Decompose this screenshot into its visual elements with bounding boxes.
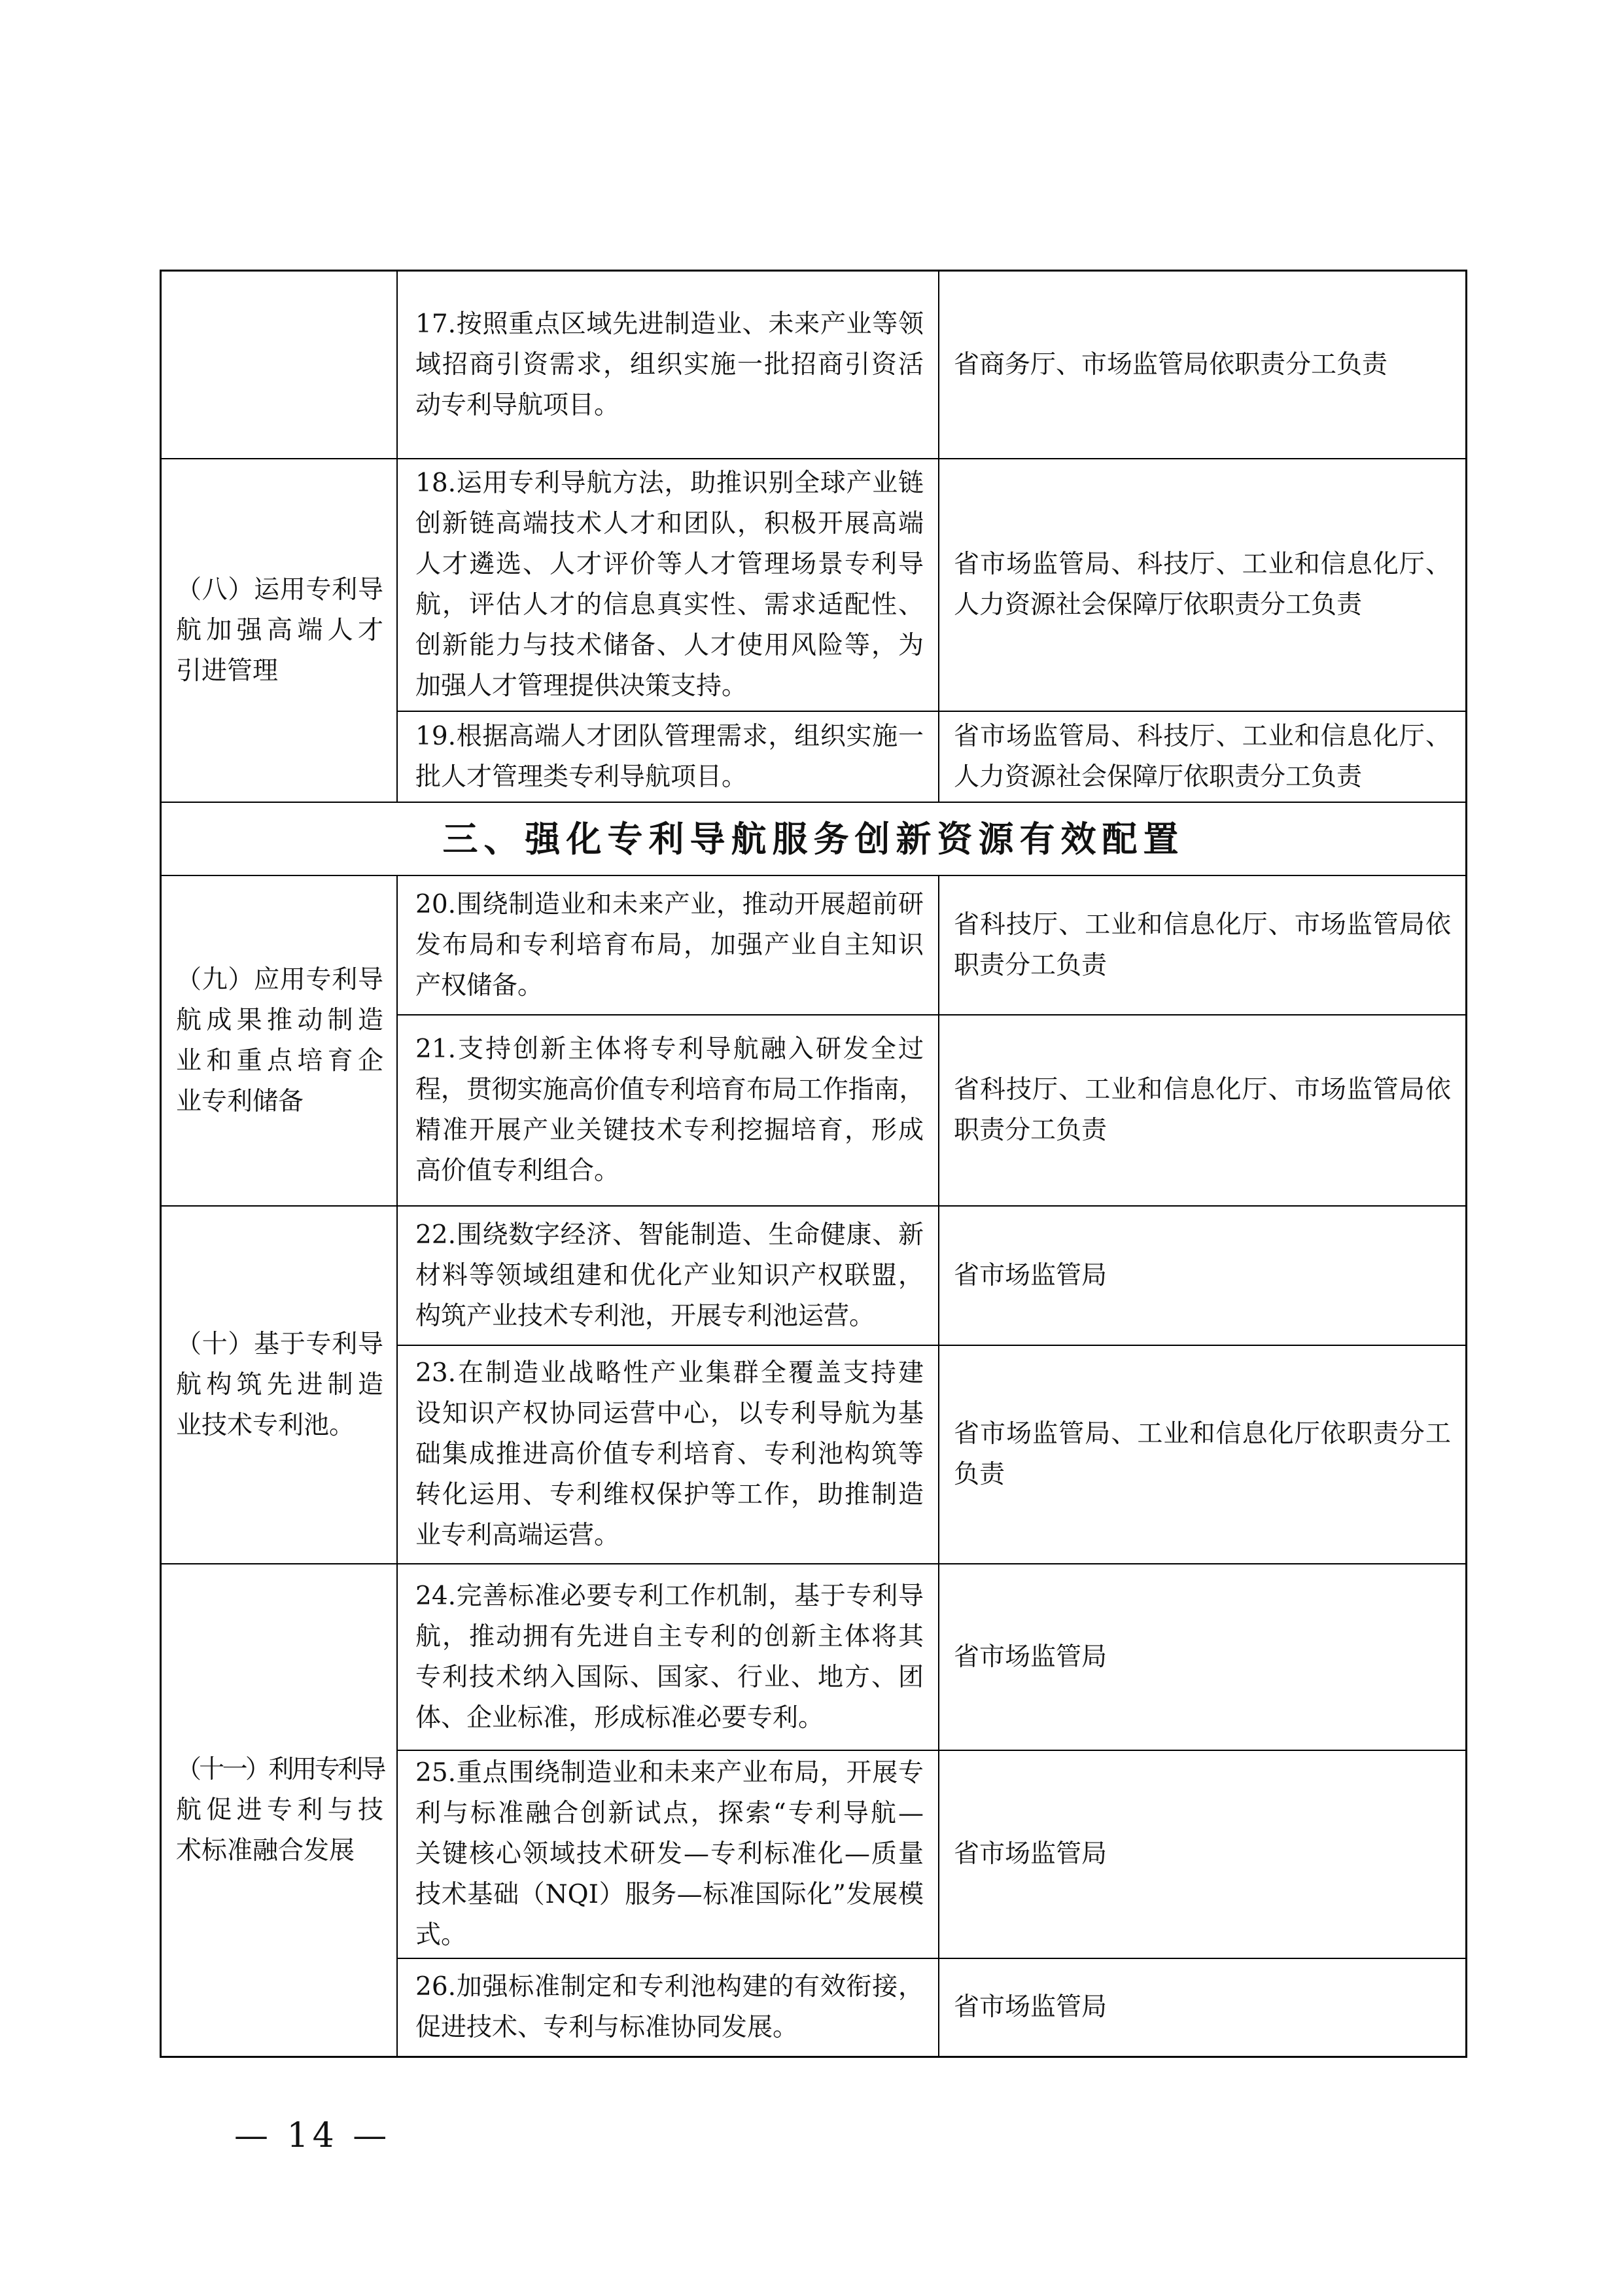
category-cell (162, 876, 398, 1207)
task-text-line: 人才遴选、人才评价等人才管理场景专利导 (415, 550, 924, 579)
responsible-text-line: 省科技厅、工业和信息化厅、市场监管局依 (954, 1075, 1451, 1104)
responsible-cell (939, 1016, 1467, 1207)
responsible-text-line: 省市场监管局、科技厅、工业和信息化厅、 (954, 550, 1451, 579)
task-text-line: 批人才管理类专利导航项目。 (415, 762, 748, 792)
task-text-line: 业专利高端运营。 (415, 1521, 620, 1550)
category-text-line: 航促进专利与技 (176, 1795, 383, 1825)
task-text-line: 利与标准融合创新试点，探索“专利导航— (415, 1799, 924, 1828)
responsible-cell (939, 876, 1467, 1016)
task-text-line: 创新能力与技术储备、人才使用风险等，为 (415, 631, 924, 660)
responsible-text-line: 省市场监管局 (954, 1839, 1108, 1869)
page-number: — 14 — (234, 2116, 391, 2155)
section-heading: 三、强化专利导航服务创新资源有效配置 (442, 818, 1185, 860)
task-text-line: 转化运用、专利维权保护等工作，助推制造 (415, 1480, 924, 1510)
task-cell (398, 712, 939, 803)
task-text-line: 18.运用专利导航方法，助推识别全球产业链 (415, 468, 924, 498)
task-text-line: 专利技术纳入国际、国家、行业、地方、团 (415, 1662, 924, 1692)
responsible-text-line: 省市场监管局、工业和信息化厅依职责分工 (954, 1419, 1451, 1449)
task-text-line: 17.按照重点区域先进制造业、未来产业等领 (415, 309, 924, 339)
task-cell (398, 1751, 939, 1959)
task-cell (398, 459, 939, 712)
task-text-line: 高价值专利组合。 (415, 1156, 620, 1186)
responsible-text-line: 省商务厅、市场监管局依职责分工负责 (954, 349, 1388, 380)
task-cell (398, 1207, 939, 1346)
task-table (160, 270, 1467, 2058)
category-text-line: 引进管理 (176, 656, 279, 686)
section-heading-row (162, 803, 1467, 876)
task-text-line: 体、企业标准，形成标准必要专利。 (415, 1703, 824, 1733)
category-text-line: 业专利储备 (176, 1086, 304, 1116)
task-text-line: 式。 (415, 1920, 467, 1950)
responsible-text-line: 省市场监管局 (954, 1992, 1108, 2022)
task-text-line: 促进技术、专利与标准协同发展。 (415, 2013, 799, 2042)
task-text-line: 动专利导航项目。 (415, 390, 620, 420)
task-text-line: 构筑产业技术专利池，开展专利池运营。 (415, 1301, 875, 1331)
responsible-cell (939, 1959, 1467, 2058)
task-text-line: 26.加强标准制定和专利池构建的有效衔接， (415, 1972, 924, 2002)
category-cell (162, 1564, 398, 2058)
task-text-line: 精准开展产业关键技术专利挖掘培育，形成 (415, 1116, 924, 1145)
responsible-cell (939, 1346, 1467, 1564)
responsible-text-line: 职责分工负责 (954, 950, 1108, 980)
task-cell (398, 1564, 939, 1751)
task-text-line: 发布局和专利培育布局，加强产业自主知识 (415, 930, 924, 960)
task-text-line: 22.围绕数字经济、智能制造、生命健康、新 (415, 1220, 924, 1250)
responsible-cell (939, 272, 1467, 459)
task-cell (398, 1346, 939, 1564)
responsible-text-line: 省市场监管局、科技厅、工业和信息化厅、 (954, 721, 1451, 751)
task-text-line: 23.在制造业战略性产业集群全覆盖支持建 (415, 1358, 924, 1388)
responsible-text-line: 职责分工负责 (954, 1116, 1108, 1145)
responsible-text-line: 省市场监管局 (954, 1642, 1108, 1672)
task-text-line: 20.围绕制造业和未来产业，推动开展超前研 (415, 889, 924, 919)
responsible-cell (939, 712, 1467, 803)
responsible-text-line: 人力资源社会保障厅依职责分工负责 (954, 762, 1363, 792)
task-text-line: 域招商引资需求，组织实施一批招商引资活 (415, 349, 924, 380)
task-text-line: 创新链高端技术人才和团队，积极开展高端 (415, 509, 924, 539)
task-text-line: 加强人才管理提供决策支持。 (415, 671, 748, 701)
task-text-line: 础集成推进高价值专利培育、专利池构筑等 (415, 1439, 924, 1469)
responsible-text-line: 负责 (954, 1460, 1005, 1489)
category-text-line: （十）基于专利导 (176, 1329, 383, 1359)
category-text-line: 航成果推动制造 (176, 1005, 383, 1035)
category-text-line: （九）应用专利导 (176, 964, 383, 995)
task-text-line: 材料等领域组建和优化产业知识产权联盟， (415, 1260, 924, 1290)
task-cell (398, 876, 939, 1016)
category-text-line: 业和重点培育企 (176, 1046, 383, 1076)
task-text-line: 设知识产权协同运营中心，以专利导航为基 (415, 1399, 924, 1428)
category-text-line: 业技术专利池。 (176, 1410, 355, 1440)
category-cell-empty (162, 272, 398, 459)
task-cell (398, 1016, 939, 1207)
category-text-line: 航构筑先进制造 (176, 1369, 383, 1400)
responsible-text-line: 省科技厅、工业和信息化厅、市场监管局依 (954, 910, 1451, 940)
responsible-cell (939, 459, 1467, 712)
task-text-line: 25.重点围绕制造业和未来产业布局，开展专 (415, 1758, 924, 1788)
task-text-line: 技术基础（NQI）服务—标准国际化”发展模 (415, 1880, 924, 1909)
category-cell (162, 459, 398, 803)
category-text-line: 航加强高端人才 (176, 615, 383, 645)
task-text-line: 24.完善标准必要专利工作机制，基于专利导 (415, 1581, 924, 1611)
responsible-text-line: 省市场监管局 (954, 1260, 1108, 1290)
task-text-line: 19.根据高端人才团队管理需求，组织实施一 (415, 721, 924, 751)
category-text-line: 术标准融合发展 (176, 1835, 355, 1865)
task-text-line: 21.支持创新主体将专利导航融入研发全过 (415, 1034, 924, 1064)
responsible-cell (939, 1207, 1467, 1346)
category-cell (162, 1207, 398, 1564)
task-cell (398, 1959, 939, 2058)
responsible-cell (939, 1564, 1467, 1751)
task-text-line: 航，评估人才的信息真实性、需求适配性、 (415, 590, 924, 620)
responsible-cell (939, 1751, 1467, 1959)
responsible-text-line: 人力资源社会保障厅依职责分工负责 (954, 590, 1363, 620)
task-text-line: 关键核心领域技术研发—专利标准化—质量 (415, 1839, 924, 1869)
task-cell (398, 272, 939, 459)
task-text-line: 产权储备。 (415, 970, 544, 1000)
category-text-line: （十一）利用专利导 (176, 1754, 383, 1784)
task-text-line: 程，贯彻实施高价值专利培育布局工作指南， (415, 1075, 924, 1104)
category-text-line: （八）运用专利导 (176, 574, 383, 605)
task-text-line: 航，推动拥有先进自主专利的创新主体将其 (415, 1621, 924, 1651)
